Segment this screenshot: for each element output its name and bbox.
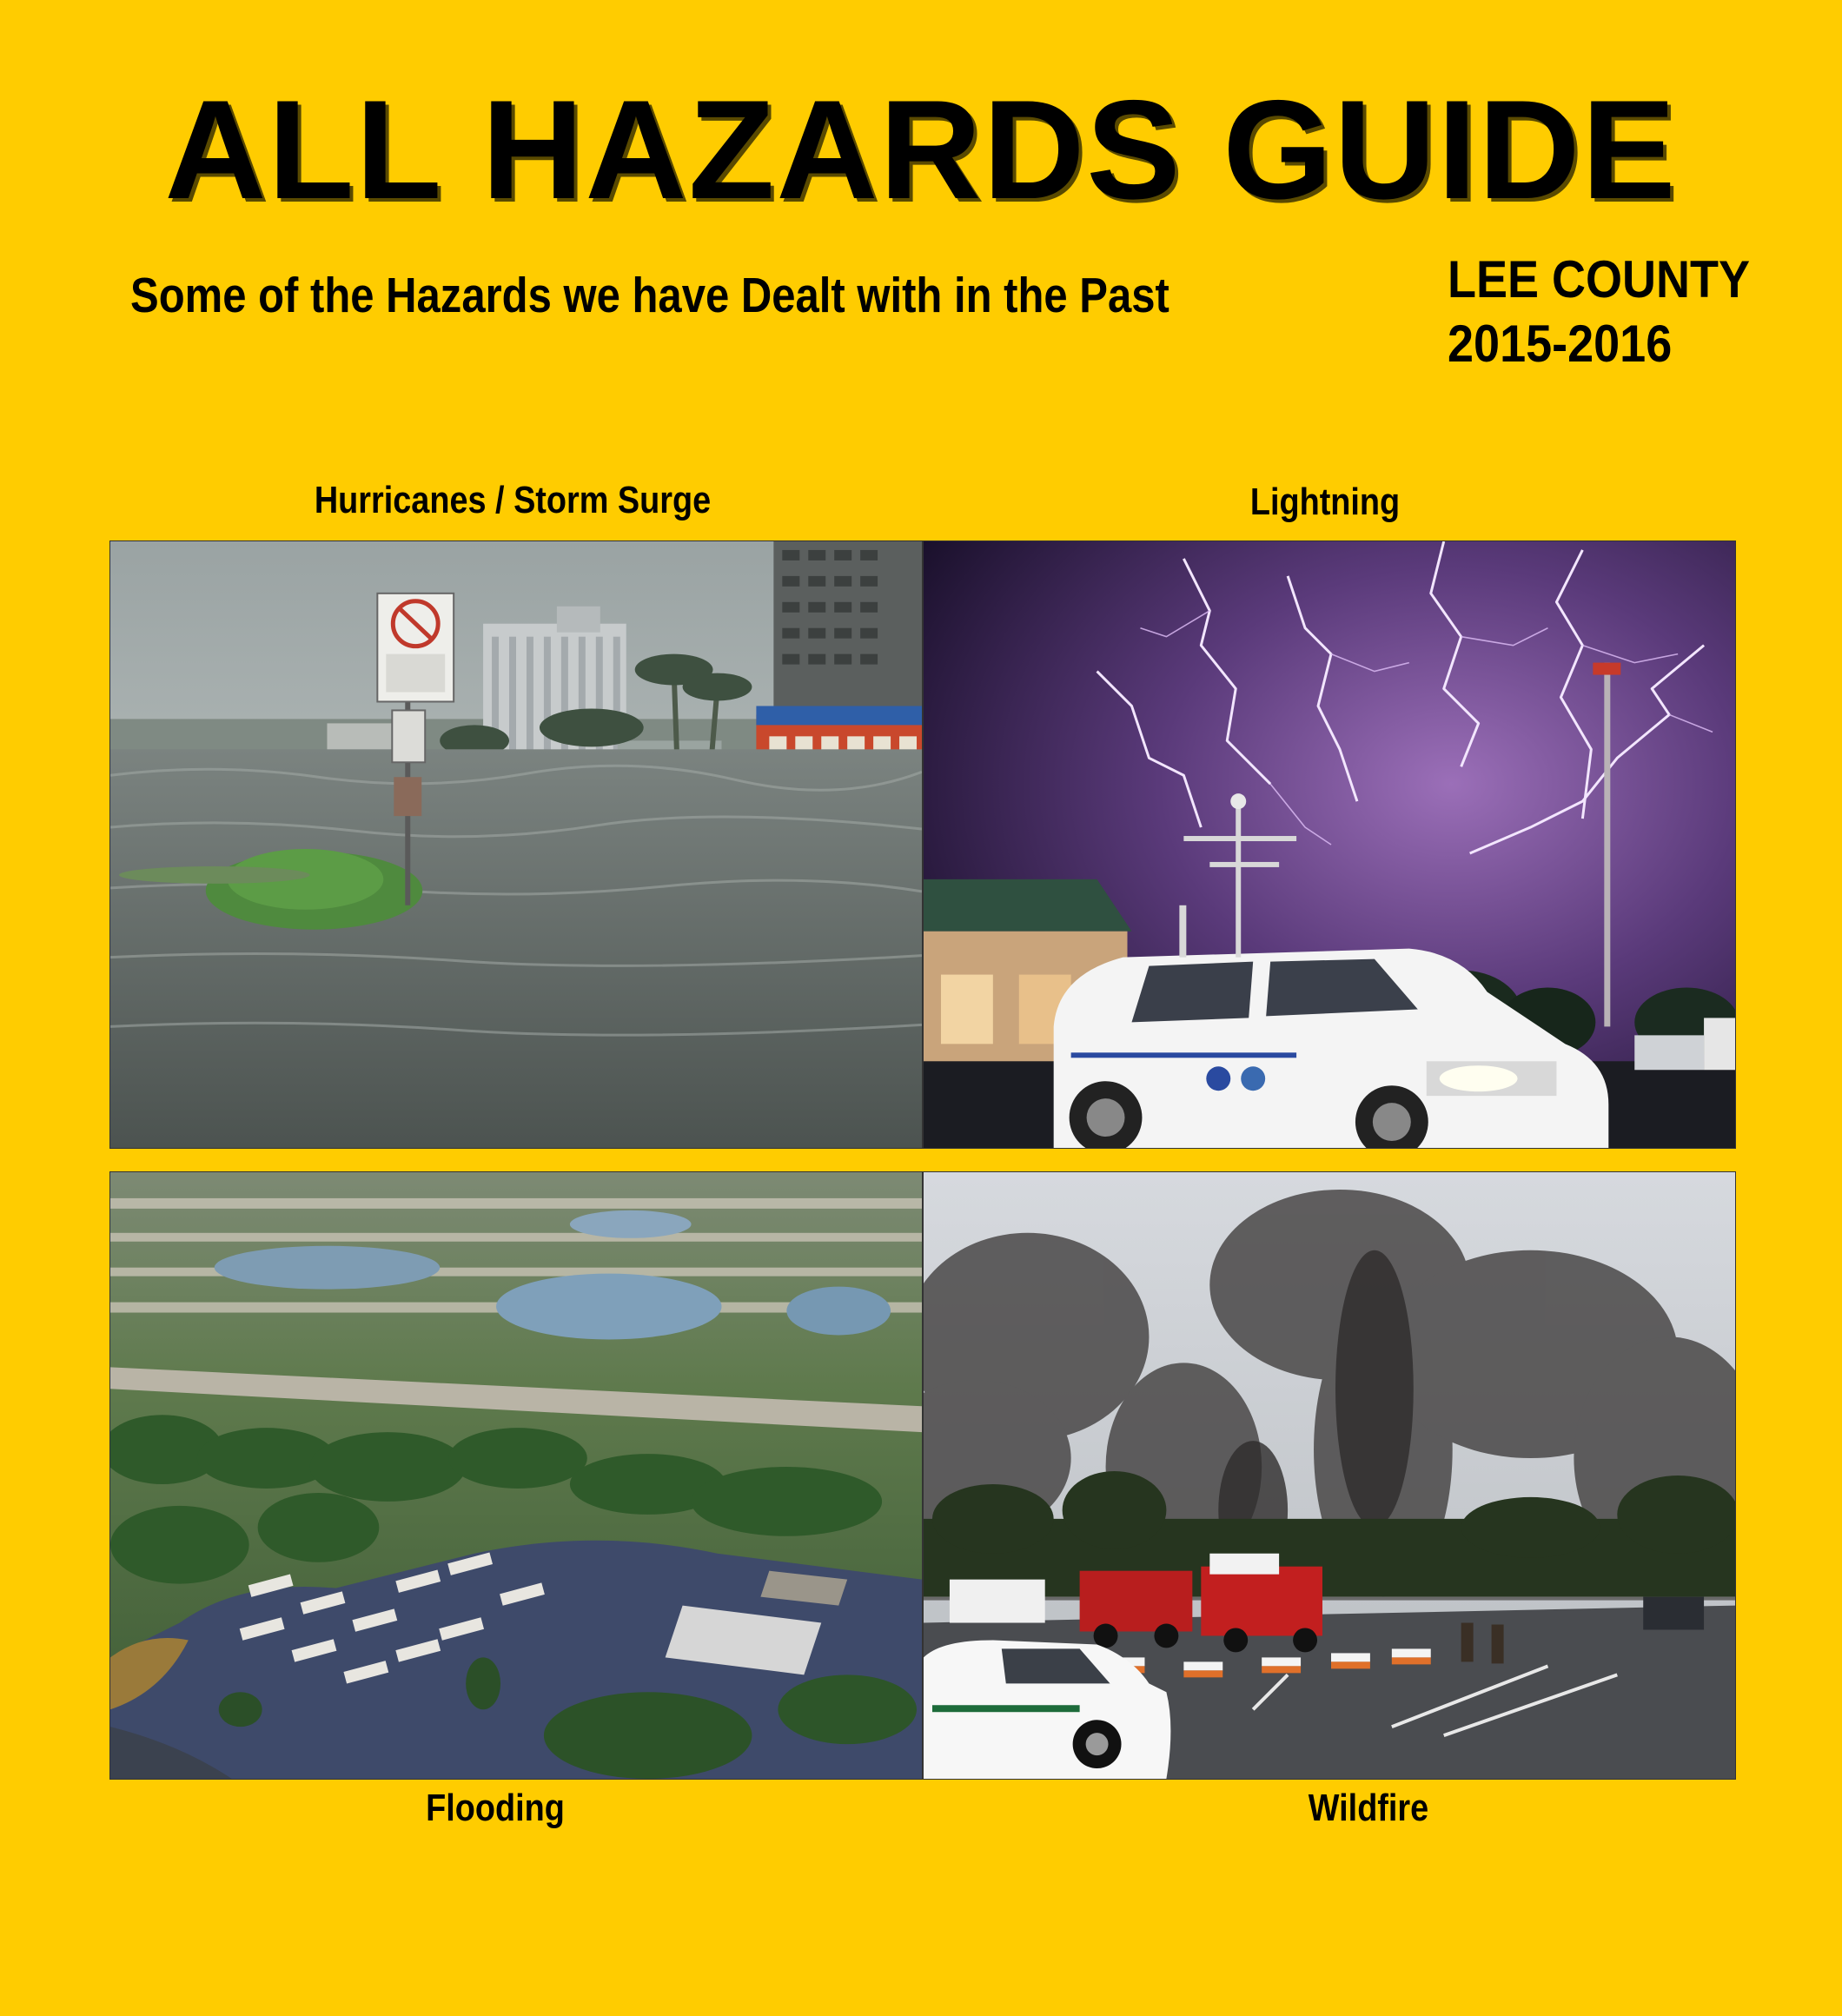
caption-hurricanes: Hurricanes / Storm Surge [314, 479, 712, 521]
caption-flooding: Flooding [426, 1787, 565, 1829]
caption-wildfire: Wildfire [1308, 1787, 1429, 1829]
county-name: LEE COUNTY [1448, 250, 1751, 308]
county-years: 2015-2016 [1448, 315, 1673, 373]
county-block [1448, 248, 1750, 376]
lightning-image [924, 541, 1735, 1148]
page-title: ALL HAZARDS GUIDE [164, 71, 1678, 229]
hurricane-photo [109, 540, 923, 1149]
hurricane-image [110, 541, 922, 1148]
flooding-image [110, 1172, 922, 1779]
page-subtitle: Some of the Hazards we have Dealt with in the Past [130, 268, 1169, 323]
wildfire-photo [923, 1171, 1736, 1780]
caption-lightning: Lightning [1249, 481, 1401, 523]
lightning-photo [923, 540, 1736, 1149]
wildfire-image [924, 1172, 1735, 1779]
flooding-photo [109, 1171, 923, 1780]
